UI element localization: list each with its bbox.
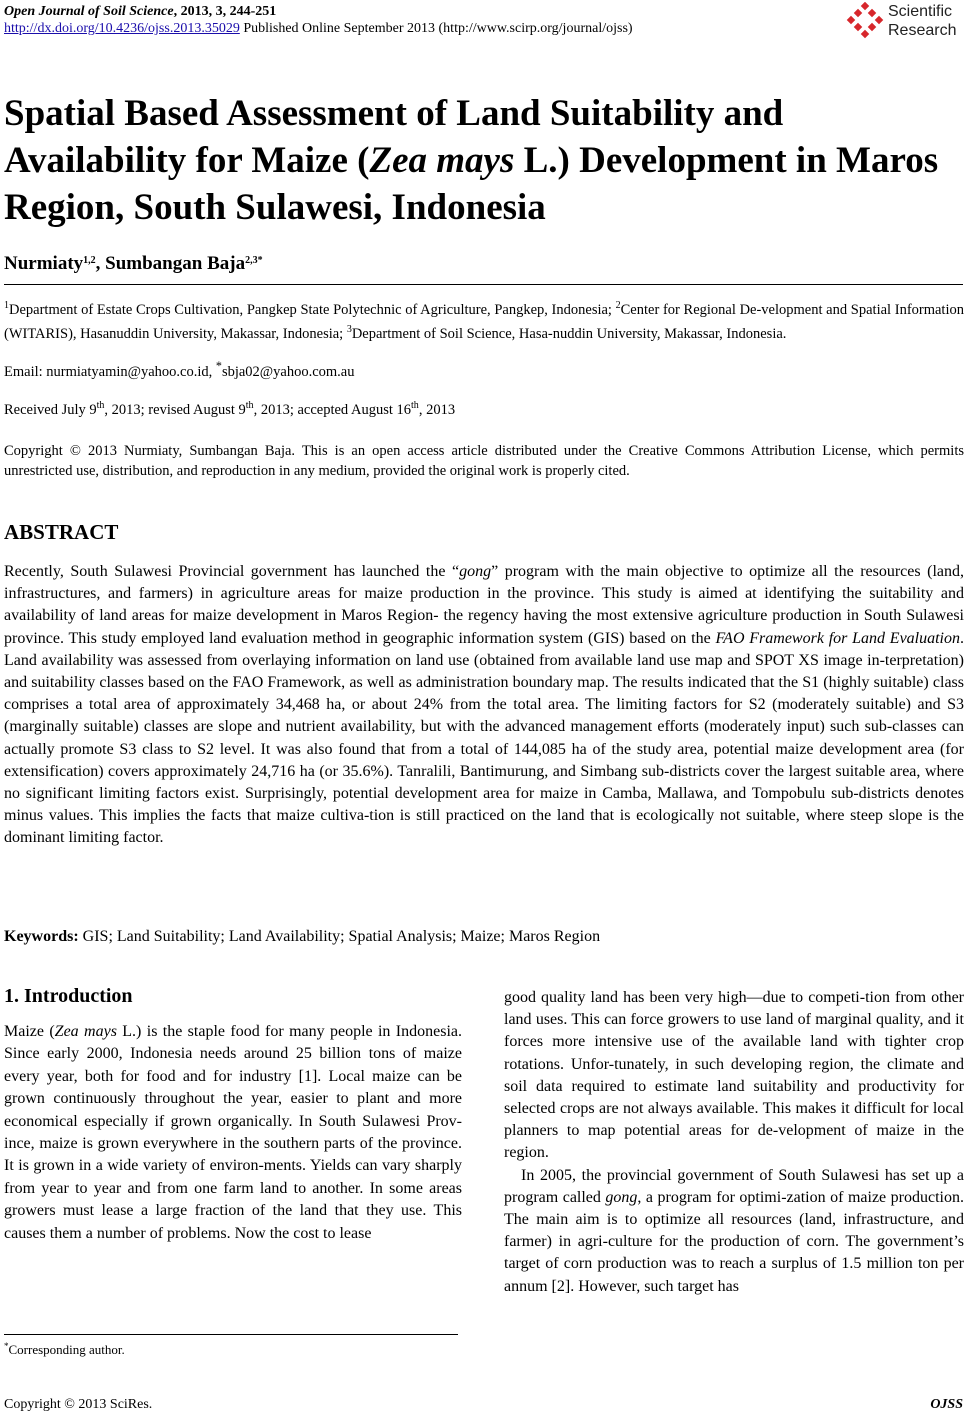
- journal-doi-line: [4, 20, 633, 37]
- left-column: [4, 1021, 462, 1245]
- title-part-1: Spatial Based Assessment of Land Suitability and Availability for Maize (: [4, 93, 784, 181]
- affiliation-3: Department of Soil Science, Hasa-nuddin University, Makassar, Indonesia.: [351, 326, 787, 342]
- section-heading-introduction: 1. Introduction: [4, 985, 133, 1007]
- logo-text: [888, 2, 956, 40]
- author-separator: ,: [95, 253, 106, 274]
- title-italic: Zea mays: [369, 140, 515, 181]
- revised-date: , 2013; revised August 9: [104, 402, 246, 418]
- accepted-year: , 2013: [418, 402, 456, 418]
- footer-journal-abbrev: OJSS: [930, 1397, 963, 1412]
- affiliation-1: Department of Estate Crops Cultivation, Pangkep State Polytechnic of Agriculture, Pangkep, Indonesia;: [9, 302, 616, 318]
- abstract-body: [4, 561, 964, 850]
- intro-p3-text-1: In 2005, the provincial government of South Sulawesi has set up a program called: [504, 1166, 964, 1206]
- keywords-label: Keywords:: [4, 928, 79, 945]
- footnote-text: Corresponding author.: [8, 1342, 125, 1357]
- journal-citation: [4, 3, 633, 20]
- keywords-text: GIS; Land Suitability; Land Availability; Spatial Analysis; Maize; Maros Region: [78, 928, 601, 945]
- received-date: Received July 9: [4, 402, 97, 418]
- revised-sup: th: [245, 400, 254, 411]
- intro-text-2: L.) is the staple food for many people in Indonesia. Since early 2000, Indonesia needs around 25 billion tons of maize every year, both for food and for industry [1]. Local maize can be grown continuously throughout the year, easier to plant and more economical especially if grown organically. In South Sulawesi Prov-ince, maize is grown everywhere in the southern parts of the province. It is grown in a wide variety of environ-ments. Yields can vary sharply from year to year and from one farm land to another. In some areas growers must lease a large fraction of the land that they use. This causes them a number of problems. Now the cost to lease: [4, 1023, 462, 1242]
- author-1: Nurmiaty: [4, 253, 84, 274]
- email-star: *: [215, 359, 222, 373]
- abstract-text-3: . Land availability was assessed from overlaying information on land use (obtained from available land use map and SPOT XS image in-terpretation) and suitability classes based on the FAO Framework, as well as administration boundary map. The results indicated that the S1 (highly suitable) class comprises a total area of approximately 34,468 ha, or about 24% from the total area. The limiting factors for S2 (moderately suitable) and S3 (marginally suitable) classes are slope and nutrient availability, but with the advanced management efforts (moderately input) such sub-classes can actually promote S3 class to S2 level. It was also found that from a total of 144,085 ha of the study area, potential maize development area (for extensification) covers approximately 24,716 ha (or 35.6%). Tanralili, Bantimurung, and Simbang sub-districts cover the largest suitable area, where no significant limiting factors exist. Surprisingly, potential development area for maize in Camba, Mallawa, and Tompobulu sub-districts denotes minus values. This implies the facts that maize cultiva-tion is still practiced on the land that is ecologically not suitable, where steep slope is the dominant limiting factor.: [4, 629, 965, 847]
- abstract-text-2: ” program with the main objective to optimize all the resources (land, infrastructures, and farmers) in agriculture areas for maize production in the province. This study is aimed at identifying the suitability and availability of land areas for maize development in Maros Region- the regency having the most extensive agriculture production in South Sulawesi province. This study employed land evaluation method in geographic information system (GIS) based on the: [4, 563, 965, 647]
- abstract-heading: ABSTRACT: [4, 520, 119, 544]
- journal-volume: , 2013, 3, 244-251: [173, 4, 277, 19]
- keywords: [4, 928, 600, 946]
- aff-sup-3: 3: [346, 324, 352, 335]
- accepted-sup: th: [411, 400, 419, 411]
- affiliations: [4, 296, 964, 344]
- received-sup: th: [96, 400, 105, 411]
- author-list: [4, 253, 263, 275]
- author-2-sup: 2,3*: [245, 255, 263, 266]
- logo-mark-icon: [845, 2, 885, 42]
- journal-header: [4, 3, 633, 37]
- email-second: sbja02@yahoo.com.au: [221, 363, 355, 380]
- received-dates: [4, 400, 455, 419]
- intro-text-1: Maize (: [4, 1023, 55, 1040]
- aff-sup-1: 1: [4, 300, 9, 311]
- email-prefix: Email: nurmiatyamin@yahoo.co.id,: [4, 363, 216, 380]
- affiliation-2: Center for Regional De-velopment and Spatial Information (WITARIS), Hasanuddin University, Makassar, Indonesia;: [4, 302, 964, 342]
- abstract-fao-framework: FAO Framework for Land Evaluation: [715, 629, 961, 647]
- logo-line-1: Scientific: [888, 3, 953, 20]
- author-divider: [4, 284, 963, 285]
- abstract-text-1: Recently, South Sulawesi Provincial government has launched the “: [4, 563, 460, 580]
- logo-line-2: Research: [888, 22, 957, 39]
- intro-species: Zea mays: [54, 1023, 117, 1040]
- right-column: [504, 987, 964, 1298]
- intro-paragraph-2: good quality land has been very high—due to competi-tion from other land uses. This can force growers to use land of marginal quality, and it forces more intensive use of the available land with tighter crop rotations. Unfor-tunately, in such developing region, the climate and soil data required to estimate land suitability and productivity for selected crops are not always available. This makes it difficult for local planners to map potential areas for de-velopment of maize in the region.: [504, 989, 964, 1162]
- journal-name: Open Journal of Soil Science: [4, 4, 174, 19]
- abstract-gong: gong: [459, 563, 492, 580]
- accepted-date: , 2013; accepted August 16: [253, 402, 412, 418]
- author-2: Sumbangan Baja: [105, 253, 246, 274]
- intro-p3-gong: gong: [605, 1188, 638, 1206]
- published-text: Published Online September 2013 (http://www.scirp.org/journal/ojss): [239, 21, 633, 36]
- scientific-research-logo: [845, 2, 963, 42]
- footnote-star: *: [4, 1341, 9, 1351]
- aff-sup-2: 2: [615, 300, 621, 311]
- footnote-divider: [4, 1334, 458, 1335]
- doi-link[interactable]: http://dx.doi.org/10.4236/ojss.2013.35029: [4, 21, 240, 36]
- intro-paragraph-1: [4, 1021, 462, 1245]
- email-line: [4, 359, 354, 381]
- intro-paragraph-3: [504, 1165, 964, 1298]
- intro-p3-text-2: , a program for optimi-zation of maize production. The main aim is to optimize all resources (land, infrastructure, and farmer) in agri-culture for the production of corn. The government’s target of corn production was to reach a surplus of 1.5 million ton per annum [2]. However, such target has: [504, 1188, 964, 1295]
- footnote: [4, 1341, 125, 1358]
- copyright-notice: Copyright © 2013 Nurmiaty, Sumbangan Baja. This is an open access article distributed under the Creative Commons Attribution License, which permits unrestricted use, distribution, and reproduction in any medium, provided the original work is properly cited.: [4, 443, 964, 479]
- footer-copyright: Copyright © 2013 SciRes.: [4, 1397, 153, 1412]
- title-part-2: L.) Development in Maros Region, South Sulawesi, Indonesia: [4, 140, 939, 228]
- author-1-sup: 1,2: [83, 255, 96, 266]
- paper-title: [4, 90, 954, 231]
